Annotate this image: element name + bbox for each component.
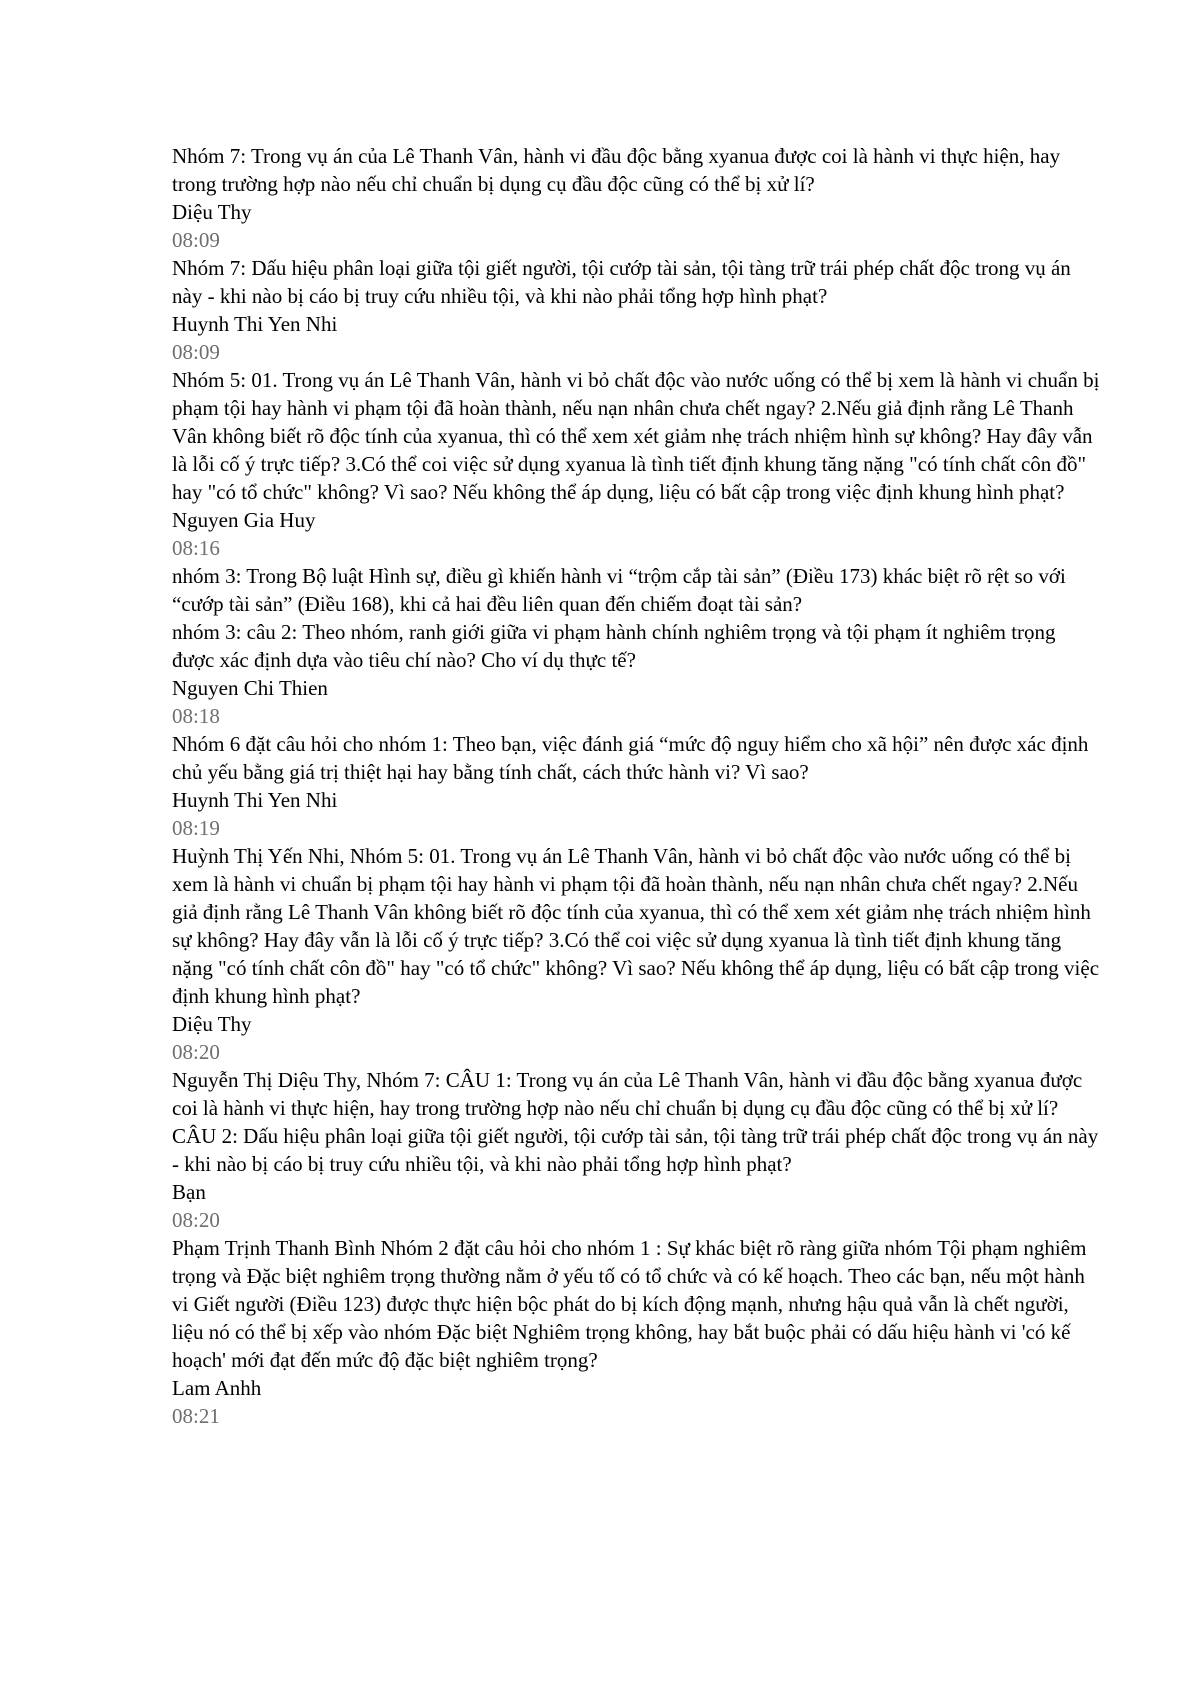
message-time: 08:21 (172, 1404, 220, 1428)
message-text: Nhóm 7: Trong vụ án của Lê Thanh Vân, hành vi đầu độc bằng xyanua được coi là hành vi thực hiện, hay trong trường hợp nào nếu chỉ chuẩn bị dụng cụ đầu độc cũng có thể bị xử lí? (172, 144, 1061, 196)
message-author: Lam Anhh (172, 1376, 262, 1400)
message-author: Nguyen Gia Huy (172, 508, 316, 532)
message-text: Huỳnh Thị Yến Nhi, Nhóm 5: 01. Trong vụ án Lê Thanh Vân, hành vi bỏ chất độc vào nước uống có thể bị xem là hành vi chuẩn bị phạm tội hay hành vi phạm tội đã hoàn thành, nếu nạn nhân chưa chết ngay? 2.Nếu giả định rằng Lê Thanh Vân không biết rõ độc tính của xyanua, thì có thể xem xét giảm nhẹ trách nhiệm hình sự không? Hay đây vẫn là lỗi cố ý trực tiếp? 3.Có thể coi việc sử dụng xyanua là tình tiết định khung tăng nặng "có tính chất côn đồ" hay "có tổ chức" không? Vì sao? Nếu không thể áp dụng, liệu có bất cập trong việc định khung hình phạt? (172, 844, 1100, 1008)
message-text: nhóm 3: câu 2: Theo nhóm, ranh giới giữa vi phạm hành chính nghiêm trọng và tội phạm ít nghiêm trọng được xác định dựa vào tiêu chí nào? Cho ví dụ thực tế? (172, 620, 1056, 672)
message-time: 08:16 (172, 536, 220, 560)
message-time: 08:19 (172, 816, 220, 840)
message-time: 08:09 (172, 228, 220, 252)
message-author: Nguyen Chi Thien (172, 676, 328, 700)
message-time: 08:18 (172, 704, 220, 728)
message-time: 08:20 (172, 1208, 220, 1232)
message-author: Bạn (172, 1180, 206, 1204)
message-author: Diệu Thy (172, 1012, 252, 1036)
message-text: Nguyễn Thị Diệu Thy, Nhóm 7: CÂU 1: Trong vụ án của Lê Thanh Vân, hành vi đầu độc bằng xyanua được coi là hành vi thực hiện, hay trong trường hợp nào nếu chỉ chuẩn bị dụng cụ đầu độc cũng có thể bị xử lí? CÂU 2: Dấu hiệu phân loại giữa tội giết người, tội cướp tài sản, tội tàng trữ trái phép chất độc trong vụ án này - khi nào bị cáo bị truy cứu nhiều tội, và khi nào phải tổng hợp hình phạt? (172, 1068, 1099, 1176)
message-time: 08:20 (172, 1040, 220, 1064)
message-text: Nhóm 5: 01. Trong vụ án Lê Thanh Vân, hành vi bỏ chất độc vào nước uống có thể bị xem là hành vi chuẩn bị phạm tội hay hành vi phạm tội đã hoàn thành, nếu nạn nhân chưa chết ngay? 2.Nếu giả định rằng Lê Thanh Vân không biết rõ độc tính của xyanua, thì có thể xem xét giảm nhẹ trách nhiệm hình sự không? Hay đây vẫn là lỗi cố ý trực tiếp? 3.Có thể coi việc sử dụng xyanua là tình tiết định khung tăng nặng "có tính chất côn đồ" hay "có tổ chức" không? Vì sao? Nếu không thể áp dụng, liệu có bất cập trong việc định khung hình phạt? (172, 368, 1100, 504)
message-author: Huynh Thi Yen Nhi (172, 788, 338, 812)
message-text: Phạm Trịnh Thanh Bình Nhóm 2 đặt câu hỏi cho nhóm 1 : Sự khác biệt rõ ràng giữa nhóm Tội phạm nghiêm trọng và Đặc biệt nghiêm trọng thường nằm ở yếu tố có tổ chức và có kế hoạch. Theo các bạn, nếu một hành vi Giết người (Điều 123) được thực hiện bộc phát do bị kích động mạnh, nhưng hậu quả vẫn là chết người, liệu nó có thể bị xếp vào nhóm Đặc biệt Nghiêm trọng không, hay bắt buộc phải có dấu hiệu hành vi 'có kế hoạch' mới đạt đến mức độ đặc biệt nghiêm trọng? (172, 1236, 1087, 1372)
message-text: nhóm 3: Trong Bộ luật Hình sự, điều gì khiến hành vi “trộm cắp tài sản” (Điều 173) khác biệt rõ rệt so với “cướp tài sản” (Điều 168), khi cả hai đều liên quan đến chiếm đoạt tài sản? (172, 564, 1066, 616)
message-author: Diệu Thy (172, 200, 252, 224)
message-text: Nhóm 6 đặt câu hỏi cho nhóm 1: Theo bạn, việc đánh giá “mức độ nguy hiểm cho xã hội” nên được xác định chủ yếu bằng giá trị thiệt hại hay bằng tính chất, cách thức hành vi? Vì sao? (172, 732, 1089, 784)
message-text: Nhóm 7: Dấu hiệu phân loại giữa tội giết người, tội cướp tài sản, tội tàng trữ trái phép chất độc trong vụ án này - khi nào bị cáo bị truy cứu nhiều tội, và khi nào phải tổng hợp hình phạt? (172, 256, 1071, 308)
message-time: 08:09 (172, 340, 220, 364)
message-author: Huynh Thi Yen Nhi (172, 312, 338, 336)
chat-transcript (172, 142, 1102, 1430)
